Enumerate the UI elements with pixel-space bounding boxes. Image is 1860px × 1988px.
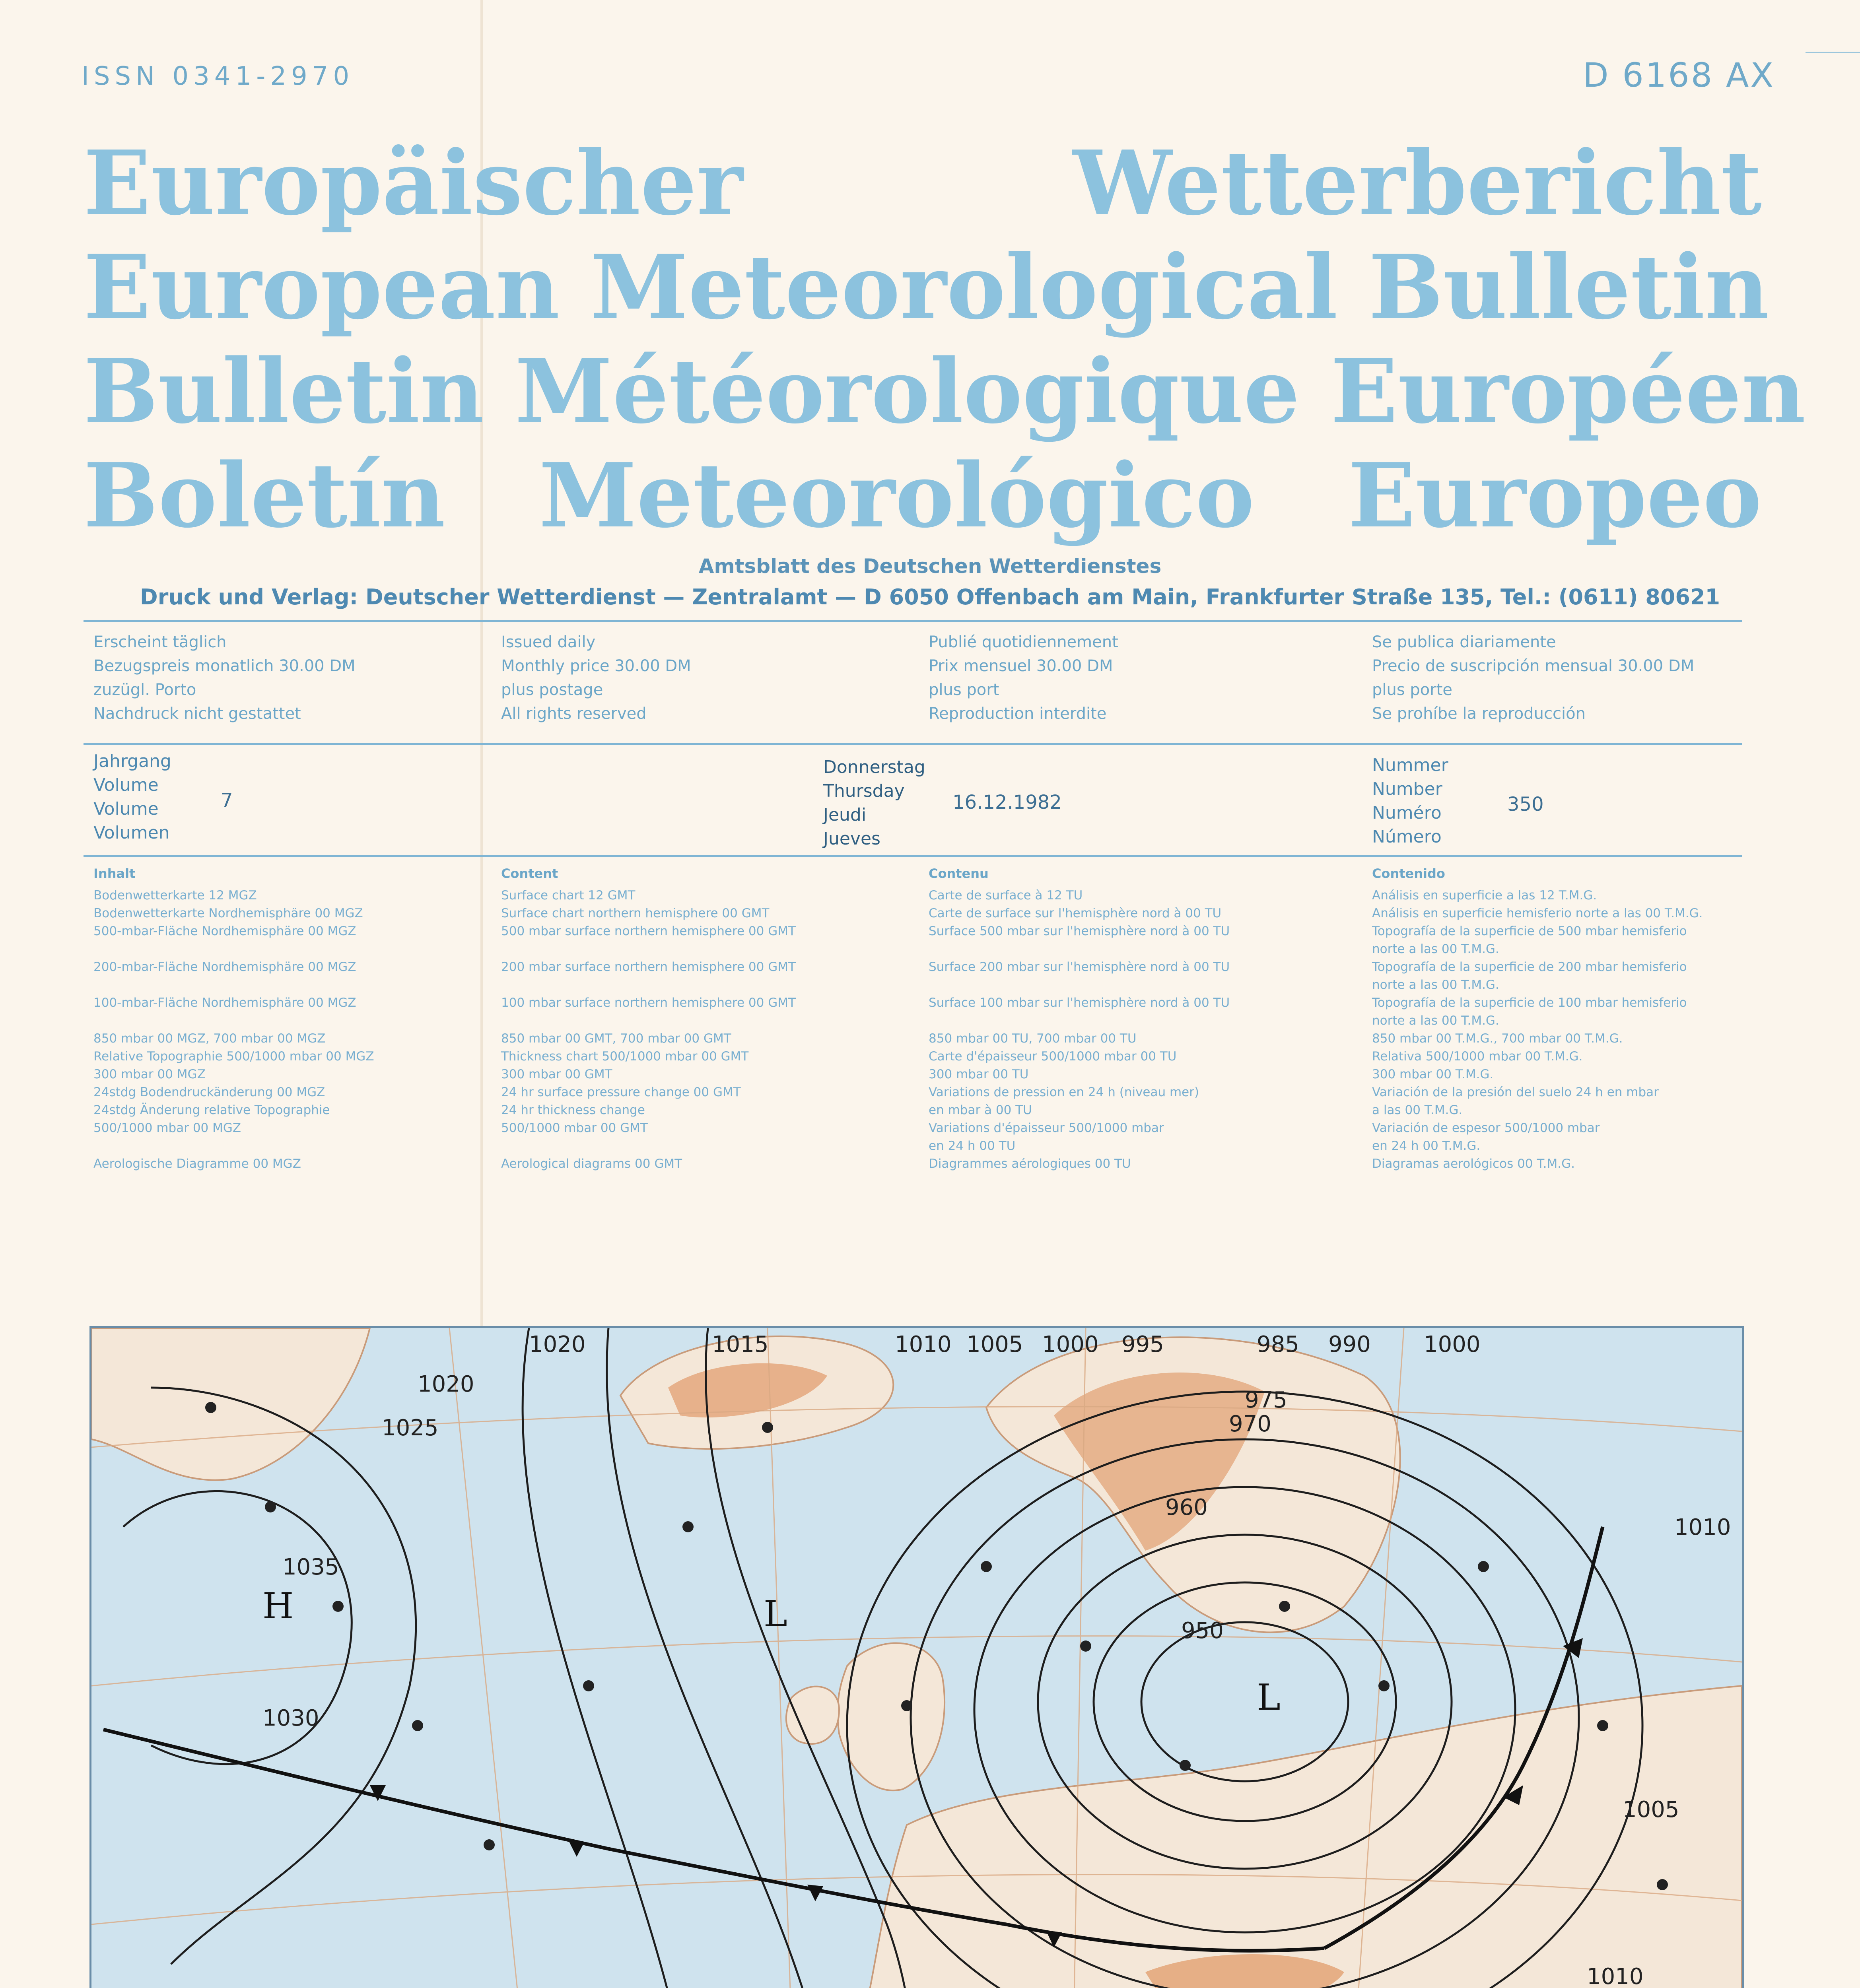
info-de-3: zuzügl. Porto bbox=[93, 681, 196, 699]
contents-list-fr: Carte de surface à 12 TU Carte de surface sur l'hemisphère nord à 00 TU Surface 500 mbar sur l'hemisphère nord à 00 TU Surface 200 mbar sur l'hemisphère nord à 00 TU Surface 100 mbar sur l'hemisphère nord à 00 TU 850 mbar 00 TU, 700 mbar 00 TU Carte d'épaisseur 500/1000 mbar 00 TU 300 mbar 00 TU Variations de pression en 24 h (niveau mer) en mbar à 00 TU Variations d'épaisseur 500/1000 mbar en 24 h 00 TU Diagrammes aérologiques 00 TU bbox=[929, 888, 1230, 1171]
info-de-4: Nachdruck nicht gestattet bbox=[93, 705, 301, 723]
info-fr-3: plus port bbox=[929, 681, 999, 699]
volume-label-de: Jahrgang bbox=[93, 751, 171, 771]
info-de-1: Erscheint täglich bbox=[93, 633, 227, 651]
weekday-en: Thursday bbox=[823, 781, 905, 801]
weekday-de: Donnerstag bbox=[823, 757, 925, 777]
info-fr-4: Reproduction interdite bbox=[929, 705, 1107, 723]
contents-list-es: Análisis en superficie a las 12 T.M.G. Análisis en superficie hemisferio norte a las 00 T.M.G. Topografía de la superficie de 500 mbar hemisferio norte a las 00 T.M.G. Topografía de la superficie de 200 mbar hemisferio norte a las 00 T.M.G. Topografía de la superficie de 100 mbar hemisferio norte a las 00 T.M.G. 850 mbar 00 T.M.G., 700 mbar 00 T.M.G. Relativa 500/1000 mbar 00 T.M.G. 300 mbar 00 T.M.G. Variación de la presión del suelo 24 h en mbar a las 00 T.M.G. Variación de espesor 500/1000 mbar en 24 h 00 T.M.G. Diagramas aerológicos 00 T.M.G. bbox=[1372, 888, 1703, 1171]
info-de-2: Bezugspreis monatlich 30.00 DM bbox=[93, 657, 356, 675]
issn: ISSN 0341-2970 bbox=[82, 62, 354, 91]
publication-code: D 6168 AX bbox=[1583, 56, 1775, 95]
contents-list-de: Bodenwetterkarte 12 MGZ Bodenwetterkarte Nordhemisphäre 00 MGZ 500-mbar-Fläche Nordhemisphäre 00 MGZ 200-mbar-Fläche Nordhemisphäre 00 MGZ 100-mbar-Fläche Nordhemisphäre 00 MGZ 850 mbar 00 MGZ, 700 mbar 00 MGZ Relative Topographie 500/1000 mbar 00 MGZ 300 mbar 00 MGZ 24stdg Bodendruckänderung 00 MGZ 24stdg Änderung relative Topographie 500/1000 mbar 00 MGZ Aerologische Diagramme 00 MGZ bbox=[93, 888, 374, 1171]
surface-chart-map bbox=[89, 1326, 1744, 1988]
isobar-label: 1000 bbox=[1042, 1332, 1099, 1357]
volume-labels bbox=[93, 749, 171, 845]
info-en bbox=[501, 630, 691, 726]
info-fr-2: Prix mensuel 30.00 DM bbox=[929, 657, 1113, 675]
contents-list-en: Surface chart 12 GMT Surface chart northern hemisphere 00 GMT 500 mbar surface northern hemisphere 00 GMT 200 mbar surface northern hemisphere 00 GMT 100 mbar surface northern hemisphere 00 GMT 850 mbar 00 GMT, 700 mbar 00 GMT Thickness chart 500/1000 mbar 00 GMT 300 mbar 00 GMT 24 hr surface pressure change 00 GMT 24 hr thickness change 500/1000 mbar 00 GMT Aerological diagrams 00 GMT bbox=[501, 888, 796, 1171]
volume-label-fr: Volume bbox=[93, 799, 159, 819]
info-es-1: Se publica diariamente bbox=[1372, 633, 1556, 651]
amtsblatt: Amtsblatt des Deutschen Wetterdienstes bbox=[698, 555, 1162, 578]
info-de bbox=[93, 630, 356, 726]
isobar-label: 1020 bbox=[529, 1332, 586, 1357]
number-label-fr: Numéro bbox=[1372, 803, 1442, 823]
isobar-label: 985 bbox=[1257, 1332, 1299, 1357]
info-fr-1: Publié quotidiennement bbox=[929, 633, 1118, 651]
isobar-label: 950 bbox=[1181, 1618, 1224, 1644]
divider bbox=[84, 855, 1742, 857]
contents-heading-fr: Contenu bbox=[929, 866, 989, 881]
isobar-label: 1000 bbox=[1424, 1332, 1481, 1357]
volume-label-es: Volumen bbox=[93, 823, 170, 843]
isobar-label: 1030 bbox=[262, 1705, 319, 1731]
info-en-3: plus postage bbox=[501, 681, 603, 699]
isobar-label: 1010 bbox=[895, 1332, 952, 1357]
weekday-labels bbox=[823, 755, 925, 851]
map-labels bbox=[91, 1328, 1742, 1988]
issue-date: 16.12.1982 bbox=[952, 791, 1062, 813]
isobar-label: 990 bbox=[1328, 1332, 1371, 1357]
isobar-label: 1015 bbox=[712, 1332, 769, 1357]
title-de: Europäischer Wetterbericht bbox=[84, 132, 1762, 235]
isobar-label: 970 bbox=[1229, 1411, 1271, 1437]
number-label-es: Número bbox=[1372, 827, 1442, 847]
divider bbox=[84, 620, 1742, 622]
contents-heading-es: Contenido bbox=[1372, 866, 1445, 881]
volume-value: 7 bbox=[221, 789, 233, 812]
publisher-line: Druck und Verlag: Deutscher Wetterdienst — Zentralamt — D 6050 Offenbach am Main, Frankfurter Straße 135, Tel.: (0611) 80621 bbox=[140, 584, 1720, 610]
issue-number: 350 bbox=[1507, 793, 1544, 815]
info-fr bbox=[929, 630, 1118, 726]
info-en-4: All rights reserved bbox=[501, 705, 647, 723]
number-labels bbox=[1372, 753, 1448, 849]
isobar-label: 1010 bbox=[1587, 1964, 1644, 1988]
contents-heading-de: Inhalt bbox=[93, 866, 136, 881]
info-es-2: Precio de suscripción mensual 30.00 DM bbox=[1372, 657, 1695, 675]
isobar-label: 1020 bbox=[418, 1371, 474, 1397]
info-es bbox=[1372, 630, 1694, 726]
isobar-label: 1005 bbox=[966, 1332, 1023, 1357]
number-label-de: Nummer bbox=[1372, 755, 1448, 775]
info-en-1: Issued daily bbox=[501, 633, 596, 651]
info-en-2: Monthly price 30.00 DM bbox=[501, 657, 691, 675]
isobar-label: 1005 bbox=[1623, 1797, 1679, 1823]
pressure-center-low: L bbox=[764, 1593, 787, 1635]
isobar-label: 1025 bbox=[382, 1415, 439, 1441]
isobar-label: 1010 bbox=[1674, 1514, 1731, 1540]
pressure-center-high: H bbox=[262, 1585, 294, 1627]
pressure-center-low: L bbox=[1257, 1677, 1281, 1718]
isobar-label: 960 bbox=[1165, 1495, 1208, 1520]
title-block bbox=[84, 131, 1806, 548]
volume-label-en: Volume bbox=[93, 775, 159, 795]
number-label-en: Number bbox=[1372, 779, 1442, 799]
info-es-4: Se prohíbe la reproducción bbox=[1372, 705, 1586, 723]
contents-heading-en: Content bbox=[501, 866, 558, 881]
isobar-label: 975 bbox=[1245, 1387, 1287, 1413]
weekday-es: Jueves bbox=[823, 829, 880, 849]
divider bbox=[84, 743, 1742, 745]
weekday-fr: Jeudi bbox=[823, 805, 867, 825]
isobar-label: 1035 bbox=[282, 1554, 339, 1580]
title-fr: Bulletin Météorologique Européen bbox=[84, 340, 1806, 443]
isobar-label: 995 bbox=[1121, 1332, 1164, 1357]
title-es: Boletín Meteorológico Europeo bbox=[84, 444, 1762, 547]
top-rule bbox=[1806, 52, 1860, 53]
info-es-3: plus porte bbox=[1372, 681, 1453, 699]
title-en: European Meteorological Bulletin bbox=[84, 236, 1769, 339]
